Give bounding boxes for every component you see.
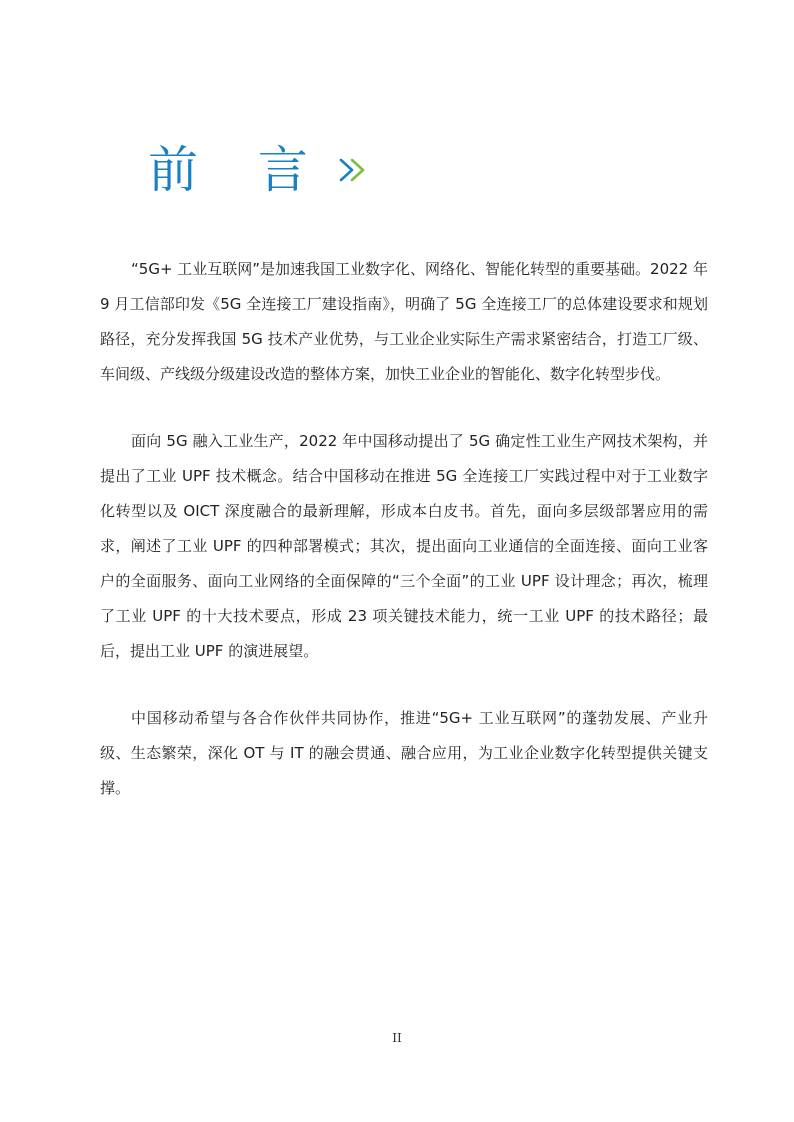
page-title: 前 言 — [148, 141, 330, 199]
page-number: II — [392, 1031, 402, 1045]
paragraph-1: “5G+ 工业互联网”是加速我国工业数字化、网络化、智能化转型的重要基础。2022 年 9 月工信部印发《5G 全连接工厂建设指南》，明确了 5G 全连接工厂的总体建设要求和规划路径，充分发挥我国 5G 技术产业优势，与工业企业实际生产需求紧密结合，打造工厂级、车间级、产线级分级建设改造的整体方案，加快工业企业的智能化、数字化转型步伐。 — [100, 260, 708, 383]
preface-body — [100, 252, 708, 838]
page-header — [148, 140, 370, 200]
paragraph-2: 面向 5G 融入工业生产，2022 年中国移动提出了 5G 确定性工业生产网技术架构，并提出了工业 UPF 技术概念。结合中国移动在推进 5G 全连接工厂实践过程中对于工业数字化转型以及 OICT 深度融合的最新理解，形成本白皮书。首先，面向多层级部署应用的需求，阐述了工业 UPF 的四种部署模式；其次，提出面向工业通信的全面连接、面向工业客户的全面服务、面向工业网络的全面保障的“三个全面”的工业 UPF 设计理念；再次，梳理了工业 UPF 的十大技术要点，形成 23 项关键技术能力，统一工业 UPF 的技术路径；最后，提出工业 UPF 的演进展望。 — [100, 432, 708, 660]
double-chevron-right-icon — [338, 157, 370, 183]
paragraph-3: 中国移动希望与各合作伙伴共同协作，推进“5G+ 工业互联网”的蓬勃发展、产业升级、生态繁荣，深化 OT 与 IT 的融会贯通、融合应用，为工业企业数字化转型提供关键支撑。 — [100, 709, 708, 797]
